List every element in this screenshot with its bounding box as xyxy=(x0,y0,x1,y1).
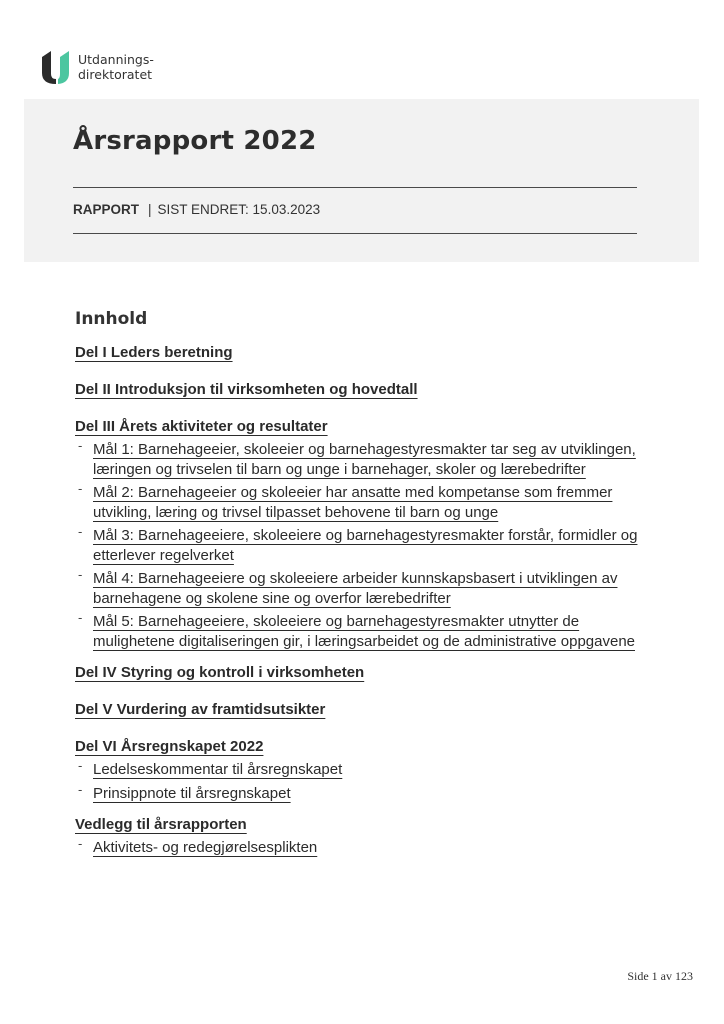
header-divider-bottom xyxy=(73,233,637,234)
toc-section xyxy=(75,815,650,858)
toc-section xyxy=(75,737,650,803)
toc-section-link[interactable]: Vedlegg til årsrapporten xyxy=(75,816,247,833)
toc-subsection-item xyxy=(75,569,650,608)
report-header xyxy=(24,99,699,262)
toc-subsection-list xyxy=(75,838,650,858)
toc-subsection-link[interactable]: Aktivitets- og redegjørelsesplikten xyxy=(93,839,318,856)
toc-subsection-item xyxy=(75,483,650,522)
logo-line-2: direktoratet xyxy=(78,67,153,82)
utdanningsdirektoratet-logo-icon xyxy=(40,49,71,85)
header-divider-top xyxy=(73,187,637,188)
last-updated: SIST ENDRET: 15.03.2023 xyxy=(157,202,321,217)
toc-section-link[interactable]: Del II Introduksjon til virksomheten og hovedtall xyxy=(75,381,418,398)
toc-subsection-link[interactable]: Prinsippnote til årsregnskapet xyxy=(93,784,291,802)
toc-section-link[interactable]: Del I Leders beretning xyxy=(75,344,233,361)
logo-line-1: Utdannings- xyxy=(78,52,154,67)
toc-section-link[interactable]: Del III Årets aktiviteter og resultater xyxy=(75,418,328,435)
logo-wordmark xyxy=(78,52,154,82)
page-number: Side 1 av 123 xyxy=(627,969,693,983)
report-meta xyxy=(73,202,320,217)
toc-subsection-list xyxy=(75,760,650,803)
toc-subsection-link[interactable]: Mål 3: Barnehageeiere, skoleeiere og barnehagestyresmakter forstår, formidler og etterlever regelverket xyxy=(93,527,638,564)
toc-subsection-item xyxy=(75,612,650,651)
toc-subsection-link[interactable]: Mål 4: Barnehageeiere og skoleeiere arbeider kunnskapsbasert i utviklingen av barnehagene og skolene sine og overfor lærebedrifter xyxy=(93,570,618,607)
toc-subsection-item xyxy=(75,838,650,858)
toc-subsection-item xyxy=(75,526,650,565)
toc-section xyxy=(75,417,650,651)
toc-section xyxy=(75,343,650,363)
toc-subsection-link[interactable]: Mål 2: Barnehageeier og skoleeier har ansatte med kompetanse som fremmer utvikling, læring og trivsel tilpasset behovene til barn og unge xyxy=(93,484,613,521)
toc-subsection-item xyxy=(75,760,650,780)
toc-section xyxy=(75,380,650,400)
toc-section-link[interactable]: Del VI Årsregnskapet 2022 xyxy=(75,738,264,755)
toc-section xyxy=(75,663,650,683)
meta-separator: | xyxy=(148,202,152,217)
toc-section-link[interactable]: Del V Vurdering av framtidsutsikter xyxy=(75,701,326,718)
table-of-contents xyxy=(75,309,650,870)
toc-subsection-link[interactable]: Mål 1: Barnehageeier, skoleeier og barnehagestyresmakter tar seg av utviklingen, læringen og trivselen til barn og unge i barnehager, skoler og lærebedrifter xyxy=(93,441,636,478)
toc-sections xyxy=(75,343,650,858)
toc-subsection-link[interactable]: Mål 5: Barnehageeiere, skoleeiere og barnehagestyresmakter utnytter de mulighetene digitaliseringen gir, i læringsarbeidet og de administrative oppgavene xyxy=(93,613,635,650)
toc-subsection-list xyxy=(75,440,650,651)
toc-subsection-item xyxy=(75,440,650,479)
toc-subsection-link[interactable]: Ledelseskommentar til årsregnskapet xyxy=(93,761,343,778)
toc-subsection-item xyxy=(75,784,650,804)
page-title: Årsrapport 2022 xyxy=(73,126,317,156)
toc-heading: Innhold xyxy=(75,309,148,329)
report-type: RAPPORT xyxy=(73,202,140,217)
toc-section-link[interactable]: Del IV Styring og kontroll i virksomheten xyxy=(75,664,365,681)
toc-section xyxy=(75,700,650,720)
logo xyxy=(40,49,154,85)
